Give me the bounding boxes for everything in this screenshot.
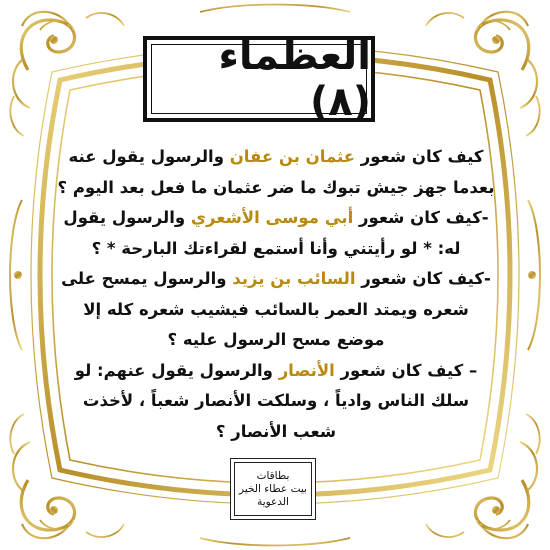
text-line [56, 234, 496, 265]
highlighted-name: أبي موسى الأشعري [190, 208, 354, 227]
text-segment: -كيف كان شعور [355, 269, 491, 288]
text-segment: بعدما جهز جيش تبوك ما ضر عثمان ما فعل بعد اليوم ؟ [57, 177, 495, 197]
text-segment: موضع مسح الرسول عليه ؟ [167, 330, 385, 349]
text-segment: والرسول يقول عنهم: لو [74, 360, 279, 380]
text-line [56, 295, 496, 326]
publisher-stamp [230, 458, 316, 520]
page-title: العظماء (٨) [218, 33, 371, 125]
highlighted-name: عثمان بن عفان [229, 147, 356, 166]
text-segment: سلك الناس وادياً ، وسلكت الأنصار شعباً ، لأخذت [82, 391, 470, 410]
stamp-line-2: بيت عطاء الخير [239, 482, 307, 495]
text-segment: كيف كان شعور [355, 147, 484, 166]
stamp-line-3: الدعوية [257, 495, 289, 508]
text-segment: – كيف كان شعور [334, 360, 478, 380]
text-segment: والرسول يمسح على [61, 269, 233, 288]
text-line [56, 356, 496, 387]
text-line [56, 173, 496, 204]
highlighted-name: الأنصار [278, 360, 335, 380]
text-line [56, 325, 496, 356]
corner-flourish [426, 12, 540, 136]
text-segment: والرسول يقول [63, 208, 191, 227]
text-line [56, 264, 496, 295]
title-box [143, 33, 375, 125]
text-segment: -كيف كان شعور [353, 208, 489, 227]
text-line [56, 142, 496, 173]
text-segment: شعره ويمتد العمر بالسائب فيشيب شعره كله إلا [83, 299, 469, 319]
text-line [56, 386, 496, 417]
text-segment: له: * لو رأيتني وأنا أستمع لقراءتك البارحة * ؟ [91, 238, 461, 258]
text-segment: شعب الأنصار ؟ [215, 421, 337, 441]
text-line [56, 203, 496, 234]
highlighted-name: السائب بن يزيد [232, 269, 356, 288]
text-line [56, 417, 496, 448]
body-text [56, 142, 496, 447]
corner-flourish [10, 12, 124, 136]
stamp-line-1: بطاقات [256, 469, 290, 482]
text-segment: والرسول يقول عنه [68, 147, 230, 166]
